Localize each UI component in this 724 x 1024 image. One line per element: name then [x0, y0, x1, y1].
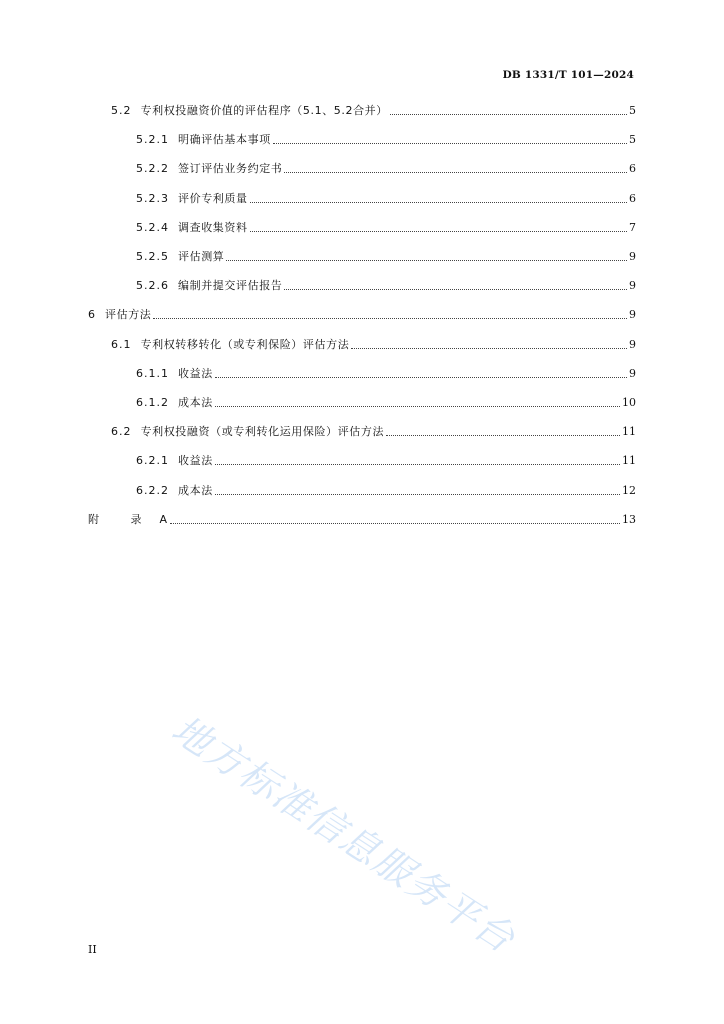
- toc-entry-number: 6.2: [111, 425, 132, 438]
- toc-entry-number: 5.2.6: [136, 279, 169, 292]
- toc-entry-page-number: 9: [629, 308, 636, 321]
- toc-entry-title: 调查收集资料: [178, 221, 248, 234]
- toc-entry-page-number: 13: [622, 513, 636, 526]
- toc-entry[interactable]: [0, 444, 636, 468]
- toc-entry-number: 6.1.2: [136, 396, 169, 409]
- toc-entry-title: 专利权投融资（或专利转化运用保险）评估方法: [140, 425, 385, 438]
- toc-entry-title: 评估测算: [178, 250, 225, 263]
- toc-entry-number: 5.2.1: [136, 133, 169, 146]
- toc-entry-page-number: 12: [622, 484, 636, 497]
- toc-entry-number: 6.1: [111, 338, 132, 351]
- toc-entry-title: 编制并提交评估报告: [178, 279, 283, 292]
- toc-entry-title: 成本法: [178, 484, 213, 497]
- toc-entry-title: 评价专利质量: [178, 192, 248, 205]
- toc-entry-number: 5.2: [111, 104, 132, 117]
- toc-entry-number: 6: [88, 308, 96, 321]
- toc-entry-number: 5.2.4: [136, 221, 169, 234]
- toc-entry[interactable]: [0, 328, 636, 352]
- toc-dot-leader: [273, 143, 627, 144]
- toc-entry[interactable]: [0, 386, 636, 410]
- toc-entry-title: 评估方法: [105, 308, 152, 321]
- toc-entry-number: 6.1.1: [136, 367, 169, 380]
- toc-entry[interactable]: [0, 182, 636, 206]
- toc-entry[interactable]: [0, 269, 636, 293]
- toc-entry-number: 5.2.5: [136, 250, 169, 263]
- toc-entry-title: 签订评估业务约定书: [178, 162, 283, 175]
- toc-dot-leader: [215, 464, 620, 465]
- toc-entry-title: A: [159, 513, 168, 526]
- toc-entry[interactable]: [0, 211, 636, 235]
- toc-entry-page-number: 7: [629, 221, 636, 234]
- toc-entry-page-number: 10: [622, 396, 636, 409]
- toc-dot-leader: [386, 435, 620, 436]
- toc-entry[interactable]: [0, 503, 636, 527]
- toc-dot-leader: [284, 172, 627, 173]
- toc-entry[interactable]: [0, 298, 636, 322]
- toc-entry-number: 5.2.3: [136, 192, 169, 205]
- toc-entry[interactable]: [0, 357, 636, 381]
- toc-entry[interactable]: [0, 474, 636, 498]
- toc-dot-leader: [250, 231, 627, 232]
- toc-dot-leader: [250, 202, 627, 203]
- toc-entry-title: 成本法: [178, 396, 213, 409]
- toc-entry-title: 明确评估基本事项: [178, 133, 271, 146]
- toc-entry-title: 收益法: [178, 367, 213, 380]
- toc-entry-number: 6.2.1: [136, 454, 169, 467]
- toc-entry[interactable]: [0, 152, 636, 176]
- toc-dot-leader: [215, 494, 620, 495]
- toc-dot-leader: [226, 260, 627, 261]
- toc-entry[interactable]: [0, 94, 636, 118]
- toc-entry[interactable]: [0, 415, 636, 439]
- toc-entry-number: 6.2.2: [136, 484, 169, 497]
- toc-entry-page-number: 11: [622, 454, 636, 467]
- standard-number-header: DB 1331/T 101—2024: [502, 69, 634, 81]
- toc-entry-page-number: 5: [629, 133, 636, 146]
- toc-dot-leader: [215, 377, 627, 378]
- toc-dot-leader: [284, 289, 627, 290]
- toc-entry-title: 专利权转移转化（或专利保险）评估方法: [140, 338, 350, 351]
- toc-entry-page-number: 11: [622, 425, 636, 438]
- watermark: 地方标准信息服务平台: [164, 706, 524, 962]
- toc-entry-page-number: 6: [629, 192, 636, 205]
- toc-entry-page-number: 9: [629, 367, 636, 380]
- toc-dot-leader: [390, 114, 627, 115]
- toc-entry[interactable]: [0, 240, 636, 264]
- toc-dot-leader: [215, 406, 620, 407]
- toc-entry-page-number: 5: [629, 104, 636, 117]
- toc-entry-page-number: 9: [629, 250, 636, 263]
- toc-entry-number: 附 录: [88, 513, 156, 526]
- toc-entry-page-number: 9: [629, 338, 636, 351]
- toc-entry-number: 5.2.2: [136, 162, 169, 175]
- toc-entry-page-number: 9: [629, 279, 636, 292]
- toc-entry-page-number: 6: [629, 162, 636, 175]
- toc-dot-leader: [351, 348, 627, 349]
- toc-entry-title: 收益法: [178, 454, 213, 467]
- toc-entry-title: 专利权投融资价值的评估程序（5.1、5.2合并）: [140, 104, 388, 117]
- toc-entry[interactable]: [0, 123, 636, 147]
- page-number-footer: II: [88, 943, 97, 956]
- toc-dot-leader: [170, 523, 620, 524]
- toc-dot-leader: [153, 318, 627, 319]
